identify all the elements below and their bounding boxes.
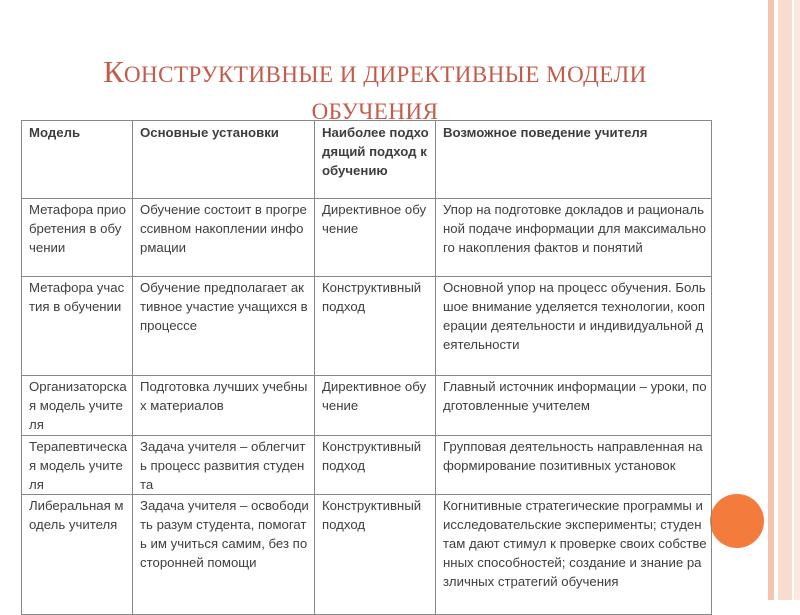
decorative-stripe (778, 0, 792, 600)
title-line-1: ОНСТРУКТИВНЫЕ И ДИРЕКТИВНЫЕ МОДЕЛИ (123, 62, 647, 87)
header-teacher-behavior: Возможное поведение учителя (436, 121, 712, 199)
decorative-stripe (794, 0, 800, 600)
cell-behavior: Групповая деятельность направленная на формирование позитивных установок (436, 436, 712, 495)
cell-approach: Директивное обучение (315, 376, 436, 436)
cell-approach: Директивное обучение (315, 199, 436, 277)
cell-behavior: Когнитивные стратегические программы и исследовательские эксперименты; студентам дают стимул к проверке своих собственных способностей; создание и знание различных стратегий обучения (436, 495, 712, 615)
table-row (22, 199, 712, 277)
table-row (22, 277, 712, 376)
models-table (21, 120, 712, 615)
cell-behavior: Основной упор на процесс обучения. Большое внимание уделяется технологии, кооперации деятельности и индивидуальной деятельности (436, 277, 712, 376)
accent-circle (710, 494, 764, 548)
cell-model: Организаторская модель учителя (22, 376, 133, 436)
cell-model: Либеральная модель учителя (22, 495, 133, 615)
header-model: Модель (22, 121, 133, 199)
table-row (22, 436, 712, 495)
cell-settings: Обучение состоит в прогрессивном накоплении информации (133, 199, 315, 277)
cell-behavior: Упор на подготовке докладов и рациональной подаче информации для максимального накопления фактов и понятий (436, 199, 712, 277)
header-approach: Наиболее подходящий подход к обучению (315, 121, 436, 199)
cell-approach: Конструктивный подход (315, 436, 436, 495)
title-line-2: ОБУЧЕНИЯ (311, 99, 439, 124)
cell-model: Метафора участия в обучении (22, 277, 133, 376)
header-main-settings: Основные установки (133, 121, 315, 199)
cell-approach: Конструктивный подход (315, 277, 436, 376)
table-row (22, 495, 712, 615)
cell-model: Метафора приобретения в обучении (22, 199, 133, 277)
cell-approach: Конструктивный подход (315, 495, 436, 615)
cell-settings: Задача учителя – освободить разум студента, помогать им учиться самим, без посторонней помощи (133, 495, 315, 615)
table-row (22, 376, 712, 436)
cell-settings: Задача учителя – облегчить процесс развития студента (133, 436, 315, 495)
decorative-stripe (768, 0, 774, 600)
cell-model: Терапевтическая модель учителя (22, 436, 133, 495)
title-initial: К (103, 54, 124, 89)
cell-settings: Подготовка лучших учебных материалов (133, 376, 315, 436)
cell-behavior: Главный источник информации – уроки, подготовленные учителем (436, 376, 712, 436)
cell-settings: Обучение предполагает активное участие учащихся в процессе (133, 277, 315, 376)
table-header-row (22, 121, 712, 199)
